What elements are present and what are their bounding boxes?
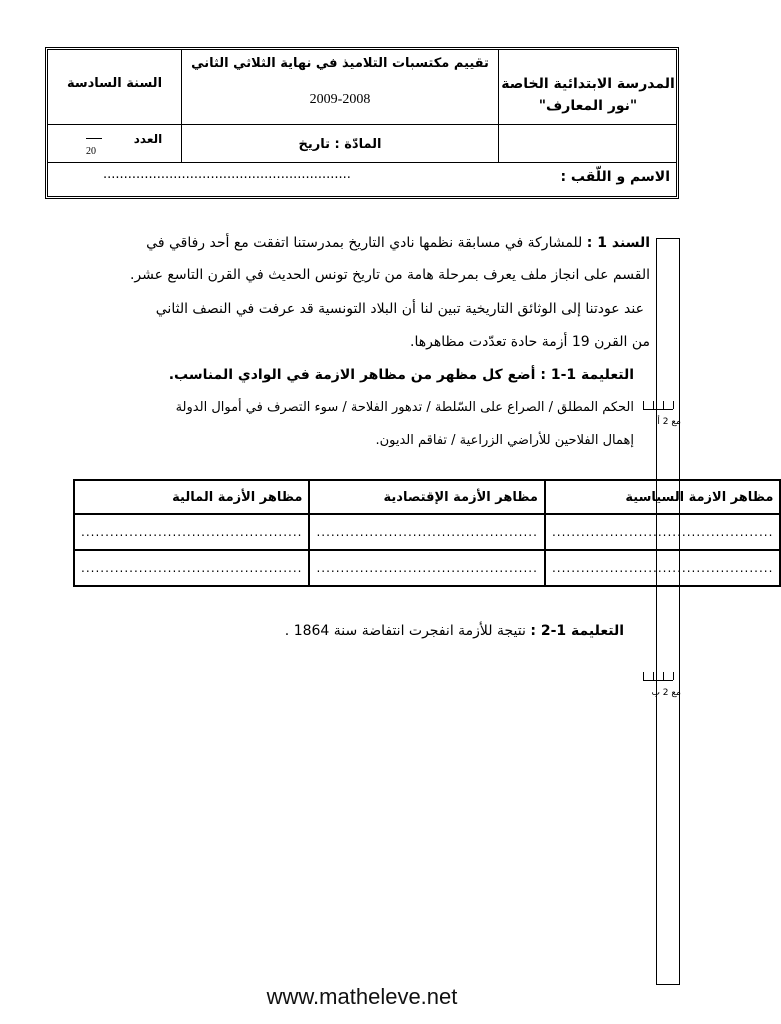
table-header-row — [74, 480, 780, 514]
doc1-line3: عند عودتنا إلى الوثائق التاريخية تبين لنا أن البلاد التونسية قد عرفت في النصف الثاني — [155, 301, 644, 317]
score-denominator: 20 — [86, 146, 96, 157]
answer-cell[interactable]: .............................................. — [74, 550, 309, 586]
answer-cell[interactable]: .............................................. — [545, 514, 780, 550]
criterion-b-label: مع 2 ب — [651, 688, 681, 698]
header-economic: مظاهر الأزمة الإقتصادية — [309, 480, 544, 514]
school-line2: "نور المعارف" — [538, 98, 638, 114]
name-field[interactable]: ............................................................ — [103, 167, 351, 182]
instruction-1-2-text: نتيجة للأزمة انفجرت انتفاضة سنة 1864 . — [284, 623, 526, 639]
eval-title: تقييم مكتسبات التلاميذ في نهاية الثلاثي الثاني — [191, 56, 489, 71]
score-ticks — [643, 399, 673, 410]
name-label: الاسم و اللّقب : — [560, 169, 670, 185]
answer-cell[interactable]: .............................................. — [309, 550, 544, 586]
header-divider — [48, 162, 676, 163]
crisis-items-line2: إهمال الفلاحين للأراضي الزراعية / تفاقم الديون. — [375, 433, 634, 448]
instruction-1-2-label: التعليمة 1-2 : — [530, 623, 624, 639]
doc1-line2: القسم على انجاز ملف يعرف بمرحلة هامة من تاريخ تونس الحديث في القرن التاسع عشر. — [129, 267, 650, 283]
answer-cell[interactable]: .............................................. — [309, 514, 544, 550]
score-ticks — [643, 670, 673, 681]
answer-cell[interactable]: .............................................. — [545, 550, 780, 586]
school-year: 2009-2008 — [309, 92, 371, 107]
school-line1: المدرسة الابتدائية الخاصة — [501, 76, 675, 92]
school-name — [500, 76, 676, 114]
crisis-table — [73, 479, 781, 587]
doc1-line1 — [50, 232, 650, 254]
criterion-a-label: مع 2 أ — [657, 417, 681, 427]
doc1-line4: من القرن 19 أزمة حادة تعدّدت مظاهرها. — [410, 334, 650, 350]
header-table — [45, 47, 679, 199]
footer-website: www.matheleve.net — [266, 984, 458, 1009]
header-divider — [48, 124, 676, 125]
header-divider — [498, 50, 499, 162]
subject: المادّة : تاريخ — [298, 137, 382, 152]
doc1-text: للمشاركة في مسابقة نظمها نادي التاريخ بمدرستنا اتفقت مع أحد رفاقي في — [146, 235, 583, 251]
instruction-1-1 — [74, 364, 634, 386]
header-political: مظاهر الازمة السياسية — [545, 480, 780, 514]
instruction-1-2 — [124, 620, 624, 642]
score-label: العدد — [133, 132, 163, 146]
header-financial: مظاهر الأزمة المالية — [74, 480, 309, 514]
instruction-1-1-label: التعليمة 1-1 : — [540, 367, 634, 383]
instruction-1-1-text: أضع كل مظهر من مظاهر الازمة في الوادي المناسب. — [168, 367, 536, 383]
answer-cell[interactable]: .............................................. — [74, 514, 309, 550]
grade-level: السنة السادسة — [66, 76, 163, 91]
doc1-label: السند 1 : — [586, 235, 650, 251]
table-row — [74, 514, 780, 550]
score-fraction-line — [86, 138, 102, 139]
crisis-items-line1: الحكم المطلق / الصراع على السّلطة / تدهور الفلاحة / سوء التصرف في أموال الدولة — [175, 400, 634, 415]
grading-margin — [651, 238, 681, 985]
table-row — [74, 550, 780, 586]
